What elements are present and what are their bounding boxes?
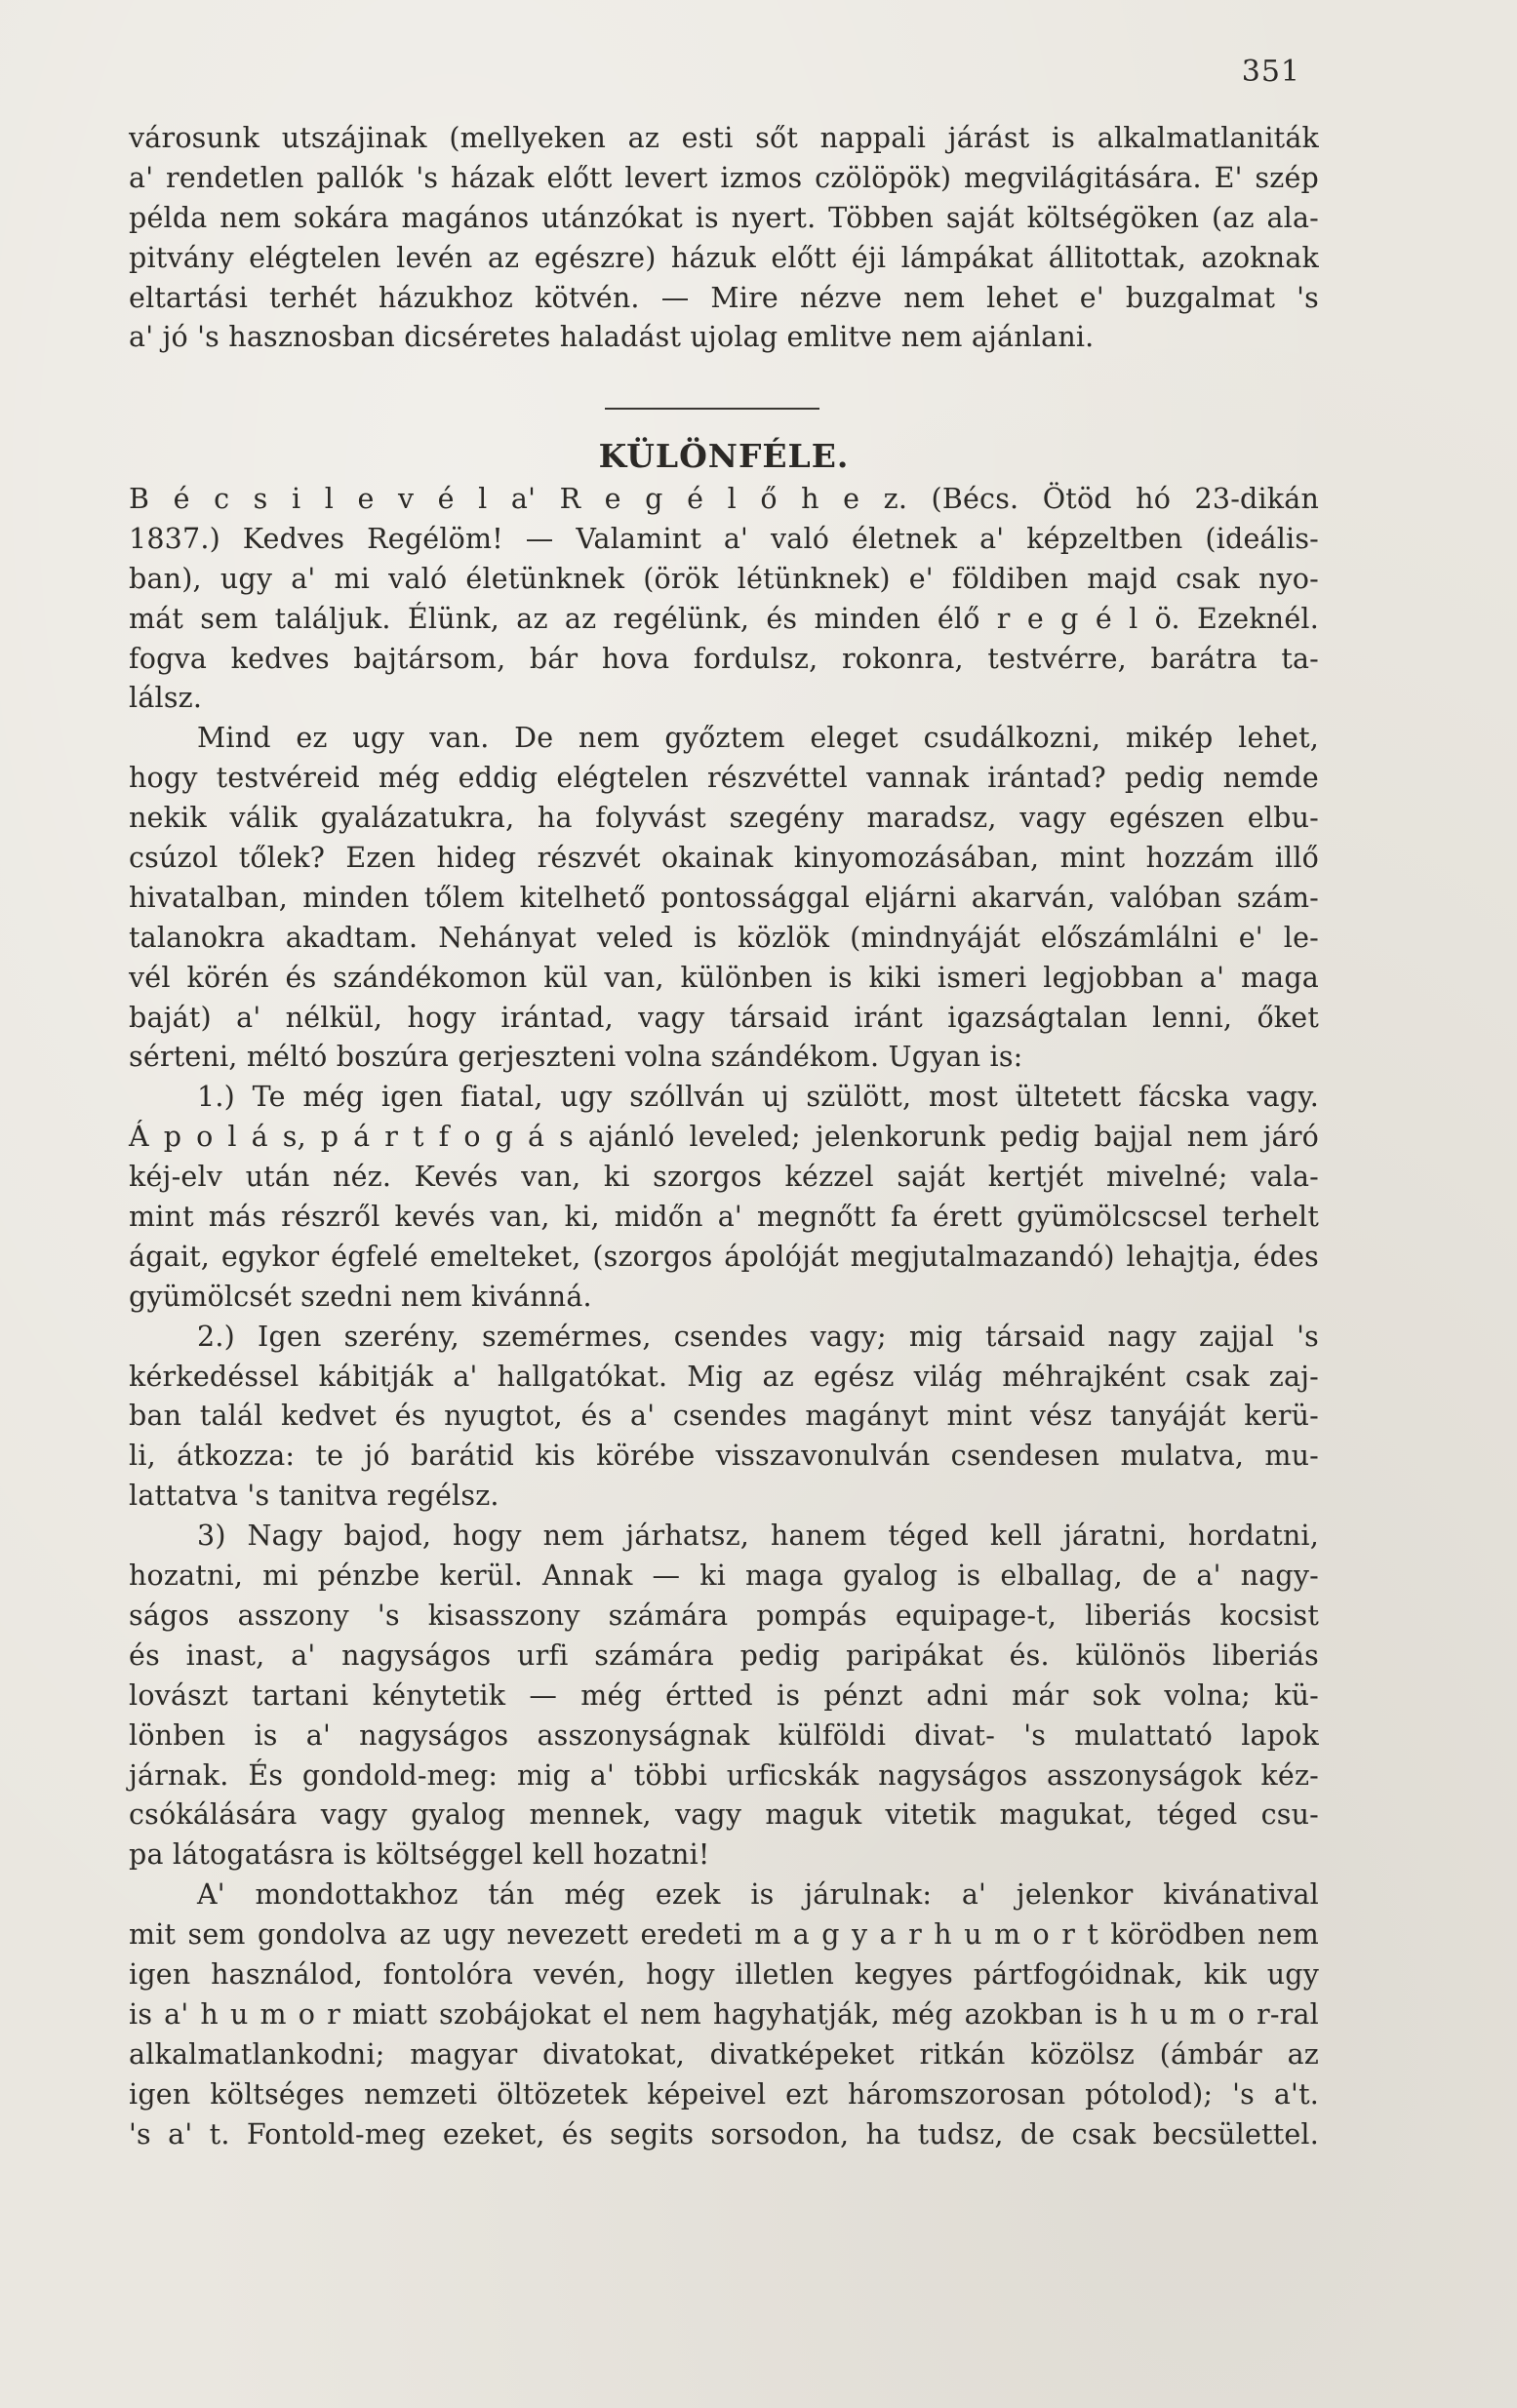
text-line: igen költséges nemzeti öltözetek képeivel ezt háromszorosan pótolod); 's a't.: [129, 2077, 1319, 2111]
text-line: mint más részről kevés van, ki, midőn a' megnőtt fa érett gyümölcscsel terhelt: [129, 1201, 1319, 1234]
text-line: mit sem gondolva az ugy nevezett eredeti m a g y a r h u m o r t körödben nem: [129, 1918, 1319, 1952]
text-line: hogy testvéreid még eddig elégtelen részvéttel vannak irántad? pedig nemde: [129, 762, 1319, 795]
text-line: 2.) Igen szerény, szemérmes, csendes vagy; mig társaid nagy zajjal 's: [197, 1320, 1319, 1353]
text-line: 3) Nagy bajod, hogy nem járhatsz, hanem téged kell járatni, hordatni,: [197, 1520, 1319, 1553]
text-line: lönben is a' nagyságos asszonyságnak külföldi divat- 's mulattató lapok: [129, 1718, 1319, 1752]
text-line: csókálására vagy gyalog mennek, vagy maguk vitetik magukat, téged csu-: [129, 1798, 1319, 1832]
text-line: pa látogatásra is költséggel kell hozatni!: [129, 1838, 710, 1872]
page-number: 351: [1241, 55, 1300, 89]
text-line: Á p o l á s, p á r t f o g á s ajánló leveled; jelenkorunk pedig bajjal nem járó: [129, 1121, 1319, 1154]
text-line: a' rendetlen pallók 's házak előtt levert izmos czölöpök) megvilágitására. E' szép: [129, 161, 1319, 194]
text-line: alkalmatlankodni; magyar divatokat, divatképeket ritkán közölsz (ámbár az: [129, 2037, 1319, 2071]
text-line: pitvány elégtelen levén az egészre) házuk előtt éji lámpákat állitottak, azoknak: [129, 241, 1319, 274]
text-line: gyümölcsét szedni nem kivánná.: [129, 1280, 592, 1313]
text-line: lovászt tartani kénytetik — még értted is pénzt adni már sok volna; kü-: [129, 1678, 1319, 1712]
text-line: 's a' t. Fontold-meg ezeket, és segits sorsodon, ha tudsz, de csak becsülettel.: [129, 2117, 1319, 2151]
text-line: is a' h u m o r miatt szobájokat el nem hagyhatják, még azokban is h u m o r-ral: [129, 1997, 1319, 2031]
text-line: Mind ez ugy van. De nem győztem eleget csudálkozni, mikép lehet,: [197, 722, 1319, 755]
main-text: [129, 425, 1319, 2154]
text-line: hivatalban, minden tőlem kitelhető pontossággal eljárni akarván, valóban szám-: [129, 881, 1319, 914]
text-line: járnak. És gondold-meg: mig a' többi urficskák nagyságos asszonyságok kéz-: [129, 1758, 1319, 1792]
text-line: A' mondottakhoz tán még ezek is járulnak: a' jelenkor kivánatival: [197, 1878, 1319, 1912]
text-line: B é c s i l e v é l a' R e g é l ő h e z. (Bécs. Ötöd hó 23-dikán: [129, 483, 1319, 515]
text-line: ban), ugy a' mi való életünknek (örök létünknek) e' földiben majd csak nyo-: [129, 562, 1319, 595]
text-line: 1.) Te még igen fiatal, ugy szóllván uj szülött, most ültetett fácska vagy.: [197, 1081, 1319, 1114]
text-line: csúzol tőlek? Ezen hideg részvét okainak kinyomozásában, mint hozzám illő: [129, 842, 1319, 875]
text-line: ágait, egykor égfelé emelteket, (szorgos ápolóját megjutalmazandó) lehajtja, édes: [129, 1240, 1319, 1273]
text-line: baját) a' nélkül, hogy irántad, vagy társaid iránt igazságtalan lenni, őket: [129, 1001, 1319, 1034]
text-line: ban talál kedvet és nyugtot, és a' csendes magányt mint vész tanyáját kerü-: [129, 1400, 1319, 1433]
text-line: igen használod, fontolóra vevén, hogy illetlen kegyes pártfogóidnak, kik ugy: [129, 1957, 1319, 1991]
text-line: fogva kedves bajtársom, bár hova fordulsz, rokonra, testvérre, barátra ta-: [129, 642, 1319, 675]
top-paragraph: [129, 119, 1319, 358]
text-line: nekik válik gyalázatukra, ha folyvást szegény maradsz, vagy egészen elbu-: [129, 802, 1319, 835]
section-divider: [605, 408, 819, 410]
text-line: li, átkozza: te jó barátid kis körébe visszavonulván csendesen mulatva, mu-: [129, 1440, 1319, 1473]
text-line: sérteni, méltó boszúra gerjeszteni volna szándékom. Ugyan is:: [129, 1041, 1023, 1074]
text-line: eltartási terhét házukhoz kötvén. — Mire nézve nem lehet e' buzgalmat 's: [129, 281, 1319, 314]
text-line: vél körén és szándékomon kül van, különben is kiki ismeri legjobban a' maga: [129, 961, 1319, 994]
text-line: kérkedéssel kábitják a' hallgatókat. Mig az egész világ méhrajként csak zaj-: [129, 1360, 1319, 1393]
text-line: lálsz.: [129, 682, 203, 715]
text-line: 1837.) Kedves Regélöm! — Valamint a' való életnek a' képzeltben (ideális-: [129, 522, 1319, 555]
main-lines: [129, 480, 1319, 2154]
text-line: a' jó 's hasznosban dicséretes haladást ujolag emlitve nem ajánlani.: [129, 321, 1095, 354]
text-line: mát sem találjuk. Élünk, az az regélünk, és minden élő r e g é l ö. Ezeknél.: [129, 602, 1319, 635]
text-line: ságos asszony 's kisasszony számára pompás equipage-t, liberiás kocsist: [129, 1599, 1319, 1632]
text-line: példa nem sokára magános utánzókat is nyert. Többen saját költségöken (az ala-: [129, 201, 1319, 234]
text-line: és inast, a' nagyságos urfi számára pedig paripákat és. különös liberiás: [129, 1638, 1319, 1672]
text-line: kéj-elv után néz. Kevés van, ki szorgos kézzel saját kertjét mivelné; vala-: [129, 1161, 1319, 1194]
text-line: lattatva 's tanitva regélsz.: [129, 1480, 499, 1513]
text-line: városunk utszájinak (mellyeken az esti sőt nappali járást is alkalmatlaniták: [129, 122, 1319, 154]
text-line: hozatni, mi pénzbe kerül. Annak — ki maga gyalog is elballag, de a' nagy-: [129, 1559, 1319, 1593]
text-line: talanokra akadtam. Nehányat veled is közlök (mindnyáját előszámlálni e' le-: [129, 921, 1319, 954]
section-heading: KÜLÖNFÉLE.: [598, 437, 850, 475]
